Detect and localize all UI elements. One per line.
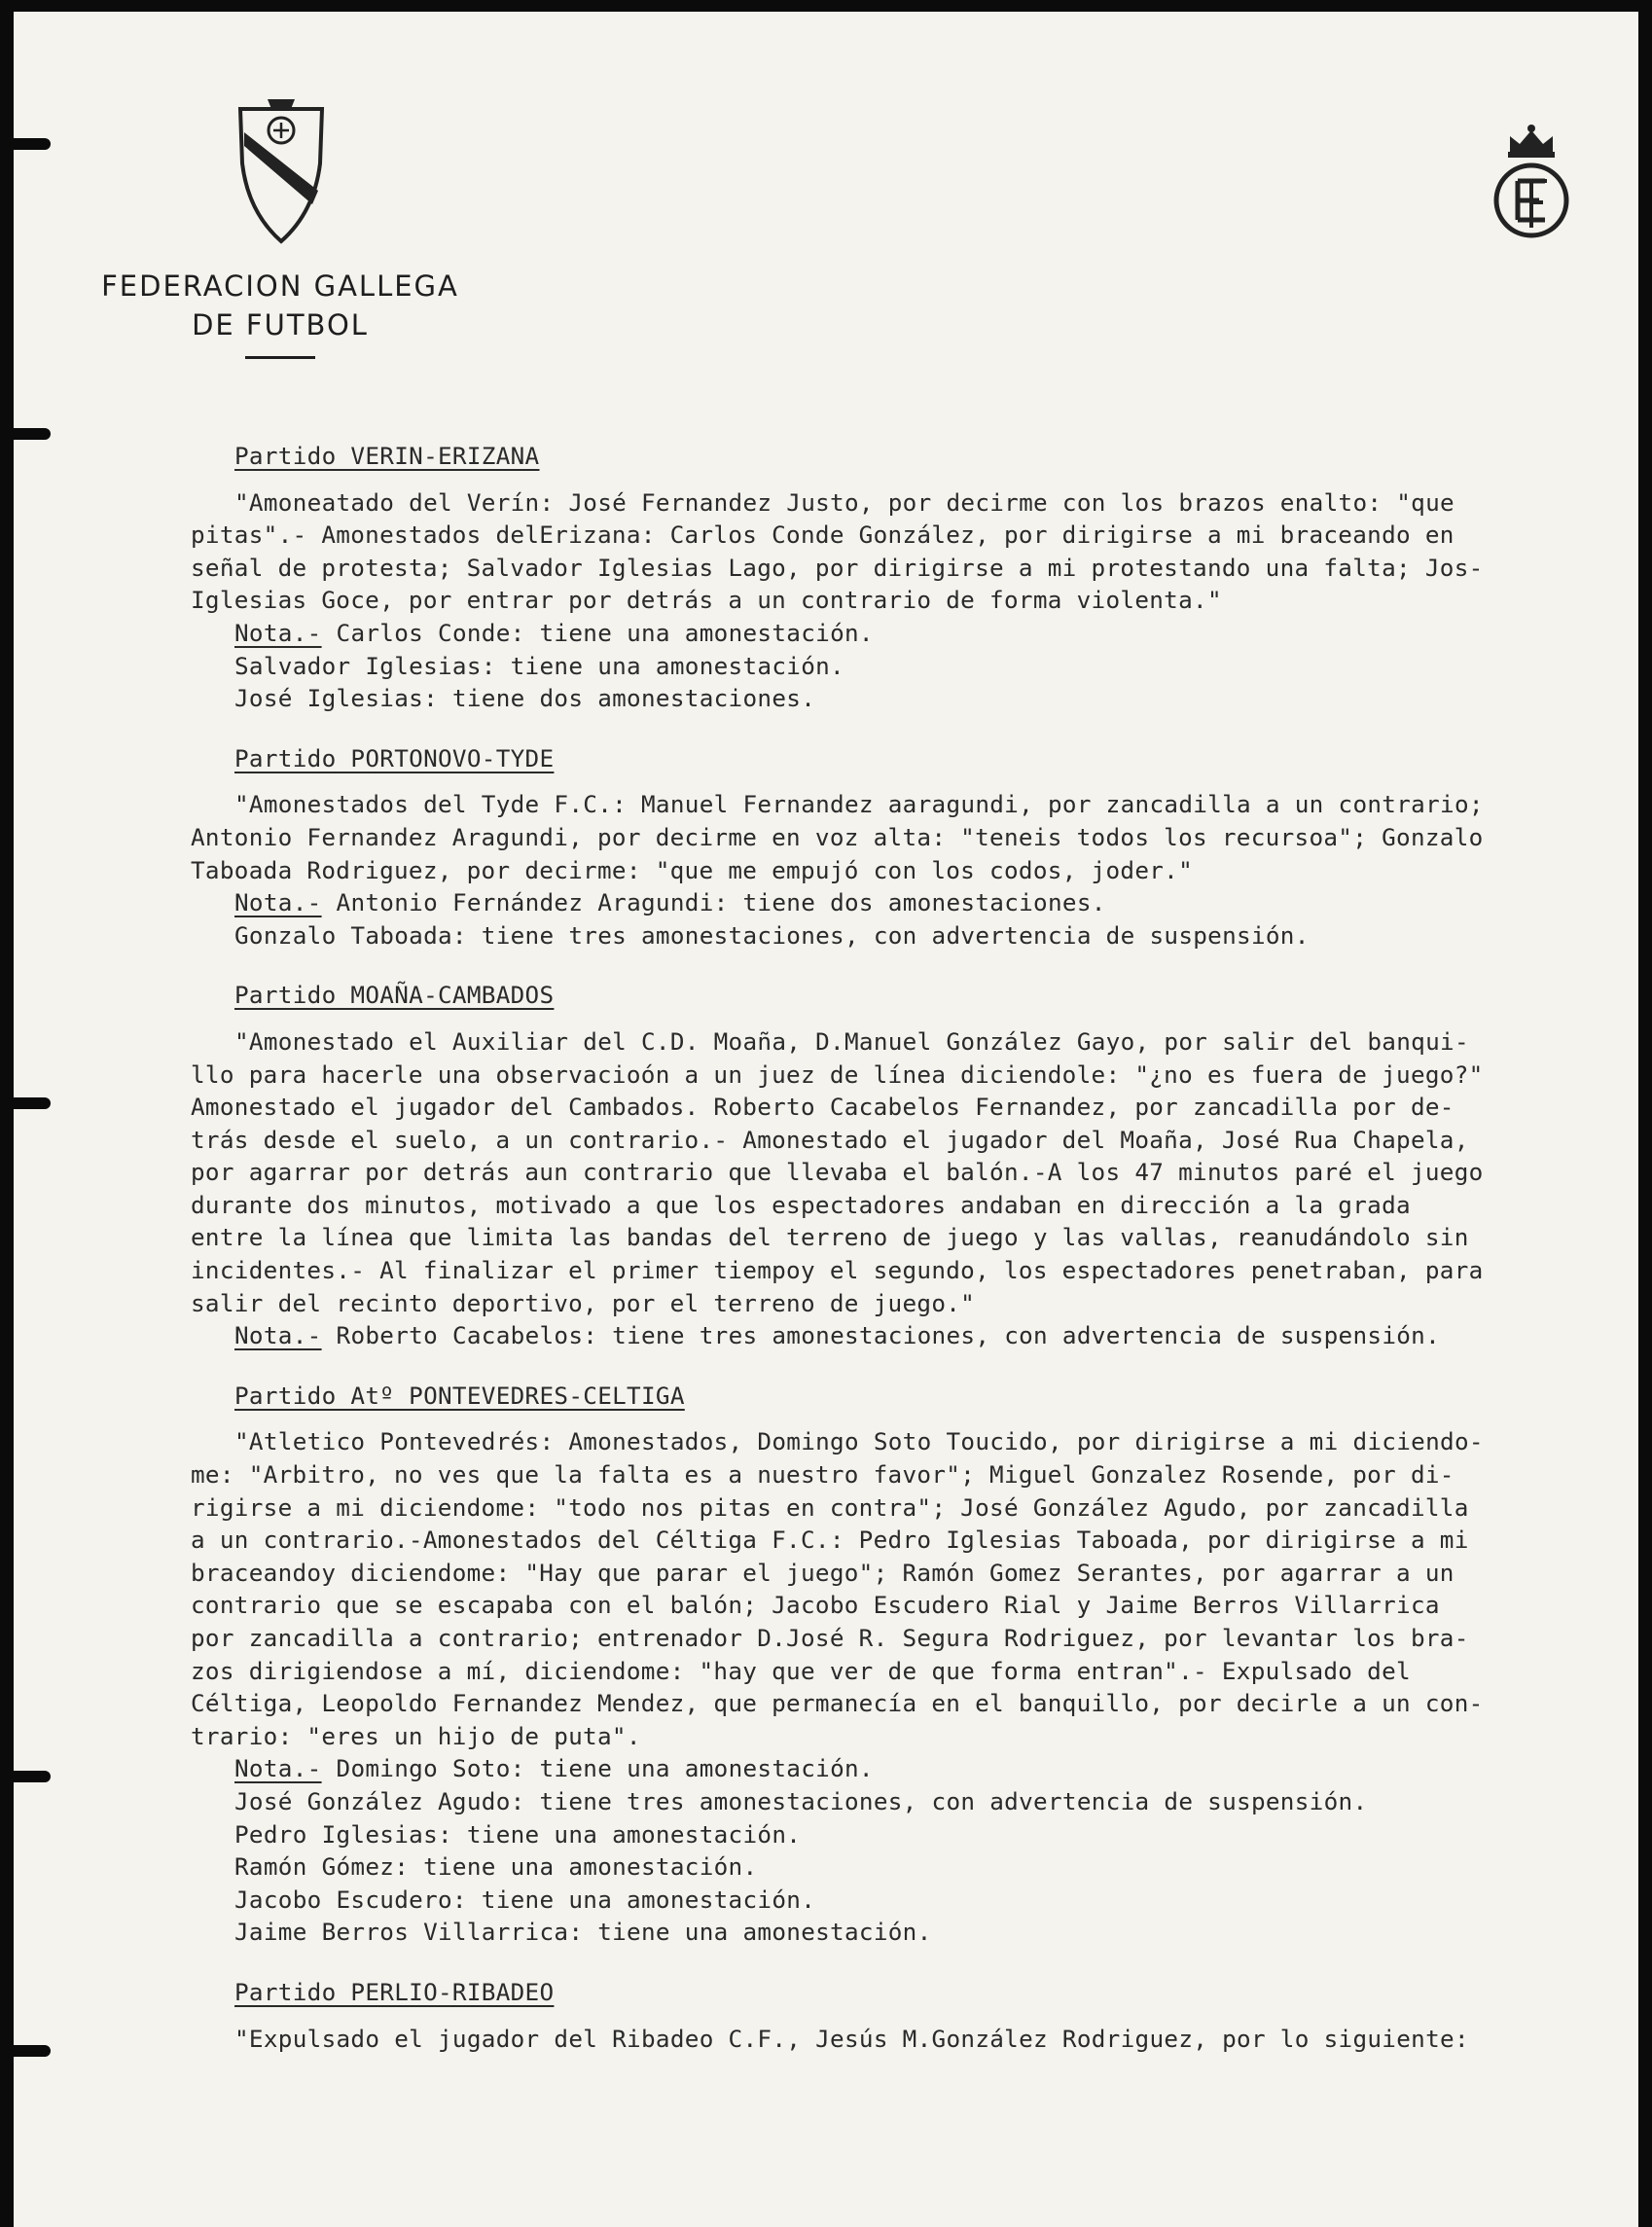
note-text: José Iglesias: tiene dos amonestaciones. xyxy=(234,684,816,713)
note-line xyxy=(191,886,1611,919)
report-line: durante dos minutos, motivado a que los espectadores andaban en dirección a la grada xyxy=(191,1190,1411,1219)
report-line: rigirse a mi diciendome: "todo nos pitas en contra"; José González Agudo, por zancadilla xyxy=(191,1492,1469,1522)
report-line: a un contrario.-Amonestados del Céltiga F.C.: Pedro Iglesias Taboada, por dirigirse a mi xyxy=(191,1526,1469,1555)
note-text: Domingo Soto: tiene una amonestación. xyxy=(336,1754,874,1783)
note-text: José González Agudo: tiene tres amonestaciones, con advertencia de suspensión. xyxy=(234,1786,1368,1815)
report-line: "Expulsado el jugador del Ribadeo C.F., Jesús M.González Rodriguez, por lo siguiente: xyxy=(234,2024,1469,2053)
report-line: señal de protesta; Salvador Iglesias Lago, por dirigirse a mi protestando una falta; Jos- xyxy=(191,553,1484,582)
note-line xyxy=(191,1884,1611,1917)
report-line: contrario que se escapaba con el balón; Jacobo Escudero Rial y Jaime Berros Villarrica xyxy=(191,1591,1440,1620)
report-line: braceandoy diciendome: "Hay que parar el juego"; Ramón Gomez Serantes, por agarrar a un xyxy=(191,1558,1454,1587)
match-title: Partido VERIN-ERIZANA xyxy=(234,442,540,470)
report-line: entre la línea que limita las bandas del terreno de juego y las vallas, reanudándolo sin xyxy=(191,1223,1469,1252)
note-text: Jaime Berros Villarrica: tiene una amonestación. xyxy=(234,1918,932,1947)
report-line: "Amoneatado del Verín: José Fernandez Justo, por decirme con los brazos enalto: "que xyxy=(234,487,1454,517)
report-line: me: "Arbitro, no ves que la falta es a nuestro favor"; Miguel Gonzalez Rosende, por di- xyxy=(191,1460,1454,1490)
note-line xyxy=(191,617,1611,650)
match-title: Partido PERLIO-RIBADEO xyxy=(234,1977,555,2006)
report-body xyxy=(191,440,1611,2055)
report-line: "Amonestado el Auxiliar del C.D. Moaña, D.Manuel González Gayo, por salir del banqui- xyxy=(234,1026,1469,1056)
note-line xyxy=(191,650,1611,683)
report-line: incidentes.- Al finalizar el primer tiempoy el segundo, los espectadores penetraban, para xyxy=(191,1256,1484,1285)
document-page xyxy=(14,12,1638,2227)
report-line: Amonestado el jugador del Cambados. Roberto Cacabelos Fernandez, por zancadilla por de- xyxy=(191,1093,1454,1122)
nota-label: Nota.- xyxy=(234,1754,322,1783)
federacion-gallega-shield-icon xyxy=(233,95,330,246)
binder-hole xyxy=(14,1097,51,1109)
binder-hole xyxy=(14,2045,51,2057)
report-line: trario: "eres un hijo de puta". xyxy=(191,1721,641,1750)
report-line: "Atletico Pontevedrés: Amonestados, Domingo Soto Toucido, por dirigirse a mi diciendo- xyxy=(234,1427,1484,1456)
note-line xyxy=(191,1752,1611,1785)
report-line: llo para hacerle una observacioón a un juez de línea diciendole: "¿no es fuera de juego?" xyxy=(191,1060,1484,1089)
note-text: Pedro Iglesias: tiene una amonestación. xyxy=(234,1819,802,1849)
match-title: Partido MOAÑA-CAMBADOS xyxy=(234,981,555,1010)
match-title: Partido PORTONOVO-TYDE xyxy=(234,743,555,772)
note-line xyxy=(191,682,1611,715)
organization-name xyxy=(82,267,479,359)
report-line: "Amonestados del Tyde F.C.: Manuel Fernandez aaragundi, por zancadilla a un contrario; xyxy=(234,790,1484,819)
report-line: Taboada Rodriguez, por decirme: "que me empujó con los codos, joder." xyxy=(191,855,1194,884)
organization-name-line2: DE FUTBOL xyxy=(192,308,369,341)
report-line: zos dirigiendose a mí, diciendome: "hay que ver de que forma entran".- Expulsado del xyxy=(191,1656,1411,1685)
note-text: Gonzalo Taboada: tiene tres amonestaciones, con advertencia de suspensión. xyxy=(234,920,1310,950)
report-line: pitas".- Amonestados delErizana: Carlos Conde González, por dirigirse a mi braceando en xyxy=(191,521,1454,550)
note-line xyxy=(191,1818,1611,1851)
report-line: por zancadilla a contrario; entrenador D.José R. Segura Rodriguez, por levantar los bra- xyxy=(191,1624,1469,1652)
note-text: Antonio Fernández Aragundi: tiene dos amonestaciones. xyxy=(336,888,1106,917)
title-rule xyxy=(245,356,315,359)
note-line xyxy=(191,919,1611,952)
binder-hole xyxy=(14,428,51,440)
note-text: Roberto Cacabelos: tiene tres amonestaciones, con advertencia de suspensión. xyxy=(336,1321,1441,1350)
report-line: Céltiga, Leopoldo Fernandez Mendez, que permanecía en el banquillo, por decirle a un con- xyxy=(191,1689,1484,1718)
nota-label: Nota.- xyxy=(234,888,322,917)
note-text: Carlos Conde: tiene una amonestación. xyxy=(336,618,874,647)
note-text: Ramón Gómez: tiene una amonestación. xyxy=(234,1852,758,1882)
note-line xyxy=(191,1319,1611,1352)
note-line xyxy=(191,1916,1611,1949)
note-text: Salvador Iglesias: tiene una amonestación. xyxy=(234,651,844,680)
nota-label: Nota.- xyxy=(234,1321,322,1350)
nota-label: Nota.- xyxy=(234,618,322,647)
report-line: Antonio Fernandez Aragundi, por decirme en voz alta: "teneis todos los recursoa"; Gonzalo xyxy=(191,822,1484,851)
note-line xyxy=(191,1850,1611,1884)
match-title: Partido Atº PONTEVEDRES-CELTIGA xyxy=(234,1381,685,1410)
report-line: trás desde el suelo, a un contrario.- Amonestado el jugador del Moaña, José Rua Chapela, xyxy=(191,1125,1469,1154)
report-line: Iglesias Goce, por entrar por detrás a un contrario de forma violenta." xyxy=(191,586,1222,615)
report-line: por agarrar por detrás aun contrario que llevaba el balón.-A los 47 minutos paré el juego xyxy=(191,1158,1484,1187)
note-line xyxy=(191,1785,1611,1818)
binder-hole xyxy=(14,138,51,150)
binder-hole xyxy=(14,1771,51,1782)
note-text: Jacobo Escudero: tiene una amonestación. xyxy=(234,1885,816,1914)
rfef-crown-crest-icon xyxy=(1489,121,1574,242)
organization-name-line1: FEDERACION GALLEGA xyxy=(101,269,459,303)
report-line: salir del recinto deportivo, por el terreno de juego." xyxy=(191,1288,976,1317)
